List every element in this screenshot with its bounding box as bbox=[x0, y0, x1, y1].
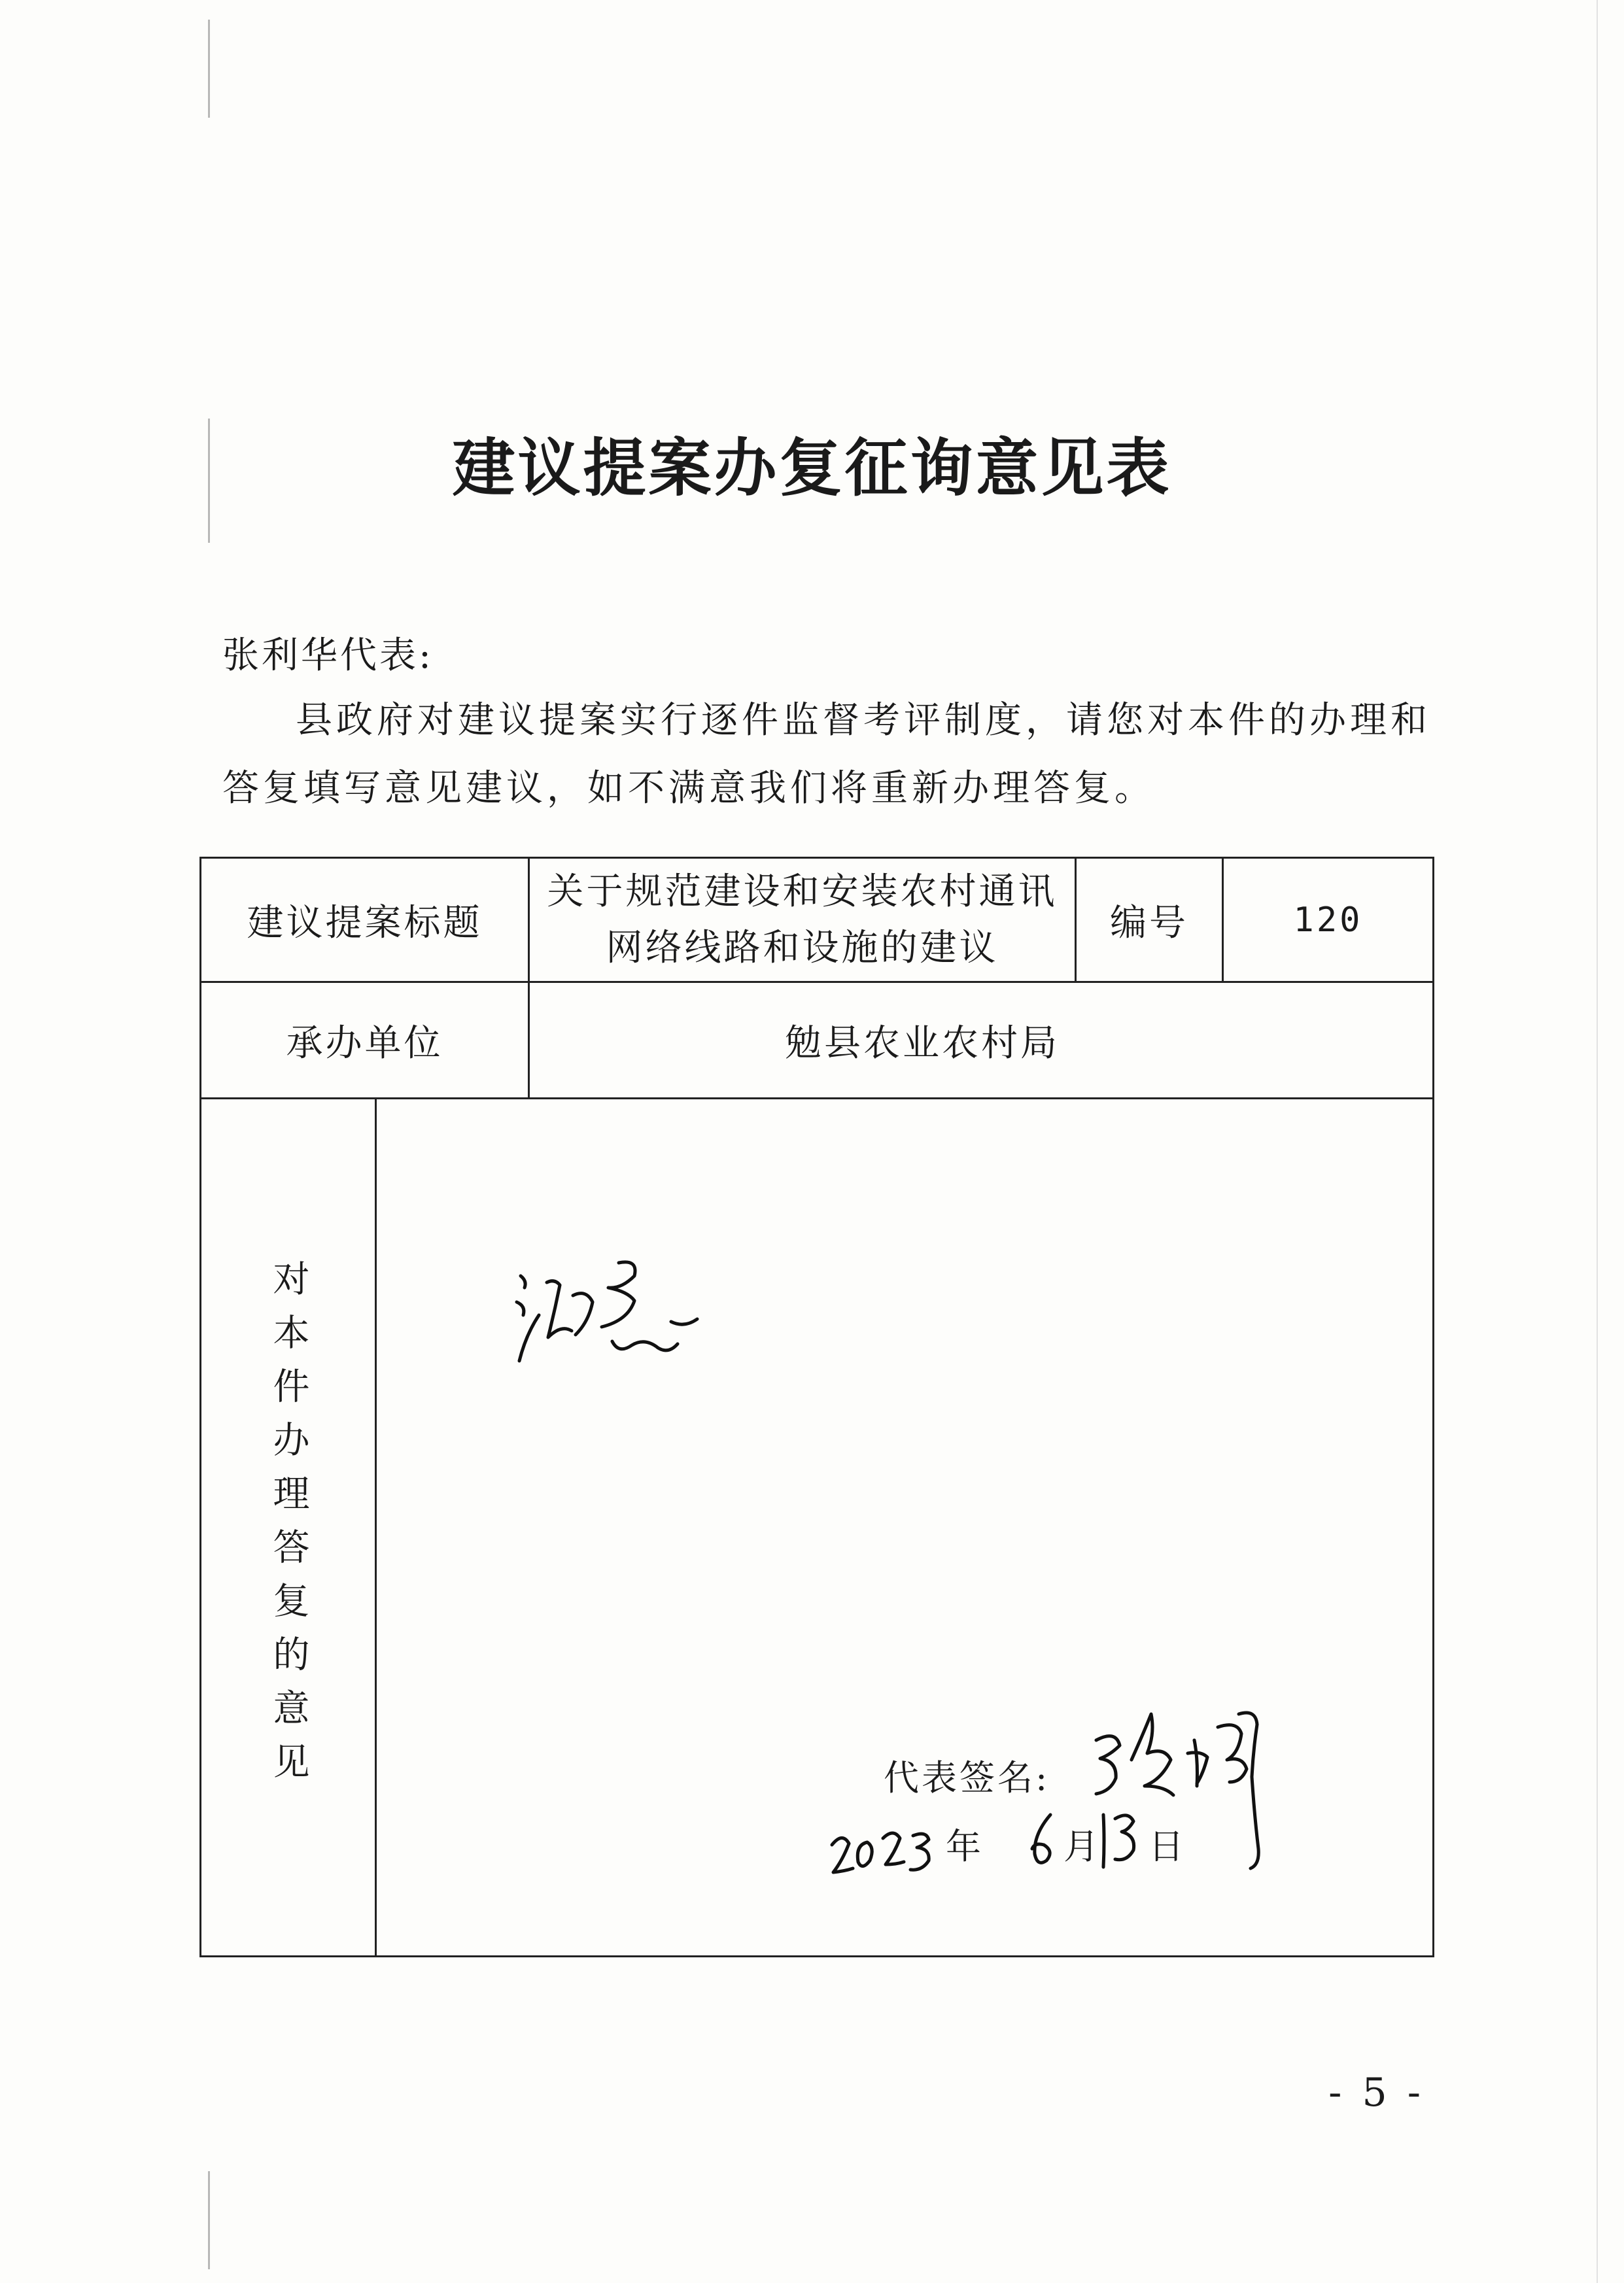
number-value: 120 bbox=[1223, 858, 1434, 982]
scan-edge-right bbox=[1597, 0, 1598, 2283]
opinion-form-table bbox=[199, 857, 1434, 1957]
page-title: 建议提案办复征询意见表 bbox=[452, 431, 1172, 505]
handwritten-day bbox=[1093, 1799, 1145, 1878]
title-value-line1: 关于规范建设和安装农村通讯 bbox=[547, 870, 1058, 913]
scan-edge-mark bbox=[208, 20, 210, 118]
opinion-row bbox=[201, 1099, 1434, 1957]
unit-row bbox=[201, 982, 1434, 1099]
title-label: 建议提案标题 bbox=[201, 858, 529, 982]
opinion-content bbox=[376, 1099, 1434, 1957]
handwritten-opinion bbox=[508, 1256, 717, 1400]
signature-label: 代表签名: bbox=[884, 1757, 1050, 1798]
page-number: - 5 - bbox=[1328, 2070, 1425, 2116]
title-row bbox=[201, 858, 1434, 982]
title-value bbox=[529, 858, 1076, 982]
title-value-line2: 网络线路和设施的建议 bbox=[606, 926, 999, 969]
opinion-label-cell bbox=[201, 1099, 376, 1957]
unit-label: 承办单位 bbox=[201, 982, 529, 1099]
date-month-suffix: 月 bbox=[1063, 1826, 1101, 1867]
intro-paragraph: 县政府对建议提案实行逐件监督考评制度，请您对本件的办理和答复填写意见建议，如不满意我们将重新办理答复。 bbox=[222, 699, 1431, 810]
salutation: 张利华代表: bbox=[222, 634, 434, 677]
unit-value: 勉县农业农村局 bbox=[529, 982, 1434, 1099]
opinion-label: 对本件办理答复的意见 bbox=[267, 1259, 310, 1796]
date-year-suffix: 年 bbox=[946, 1826, 984, 1867]
scan-edge-mark bbox=[208, 2171, 210, 2269]
handwritten-month bbox=[1024, 1806, 1063, 1878]
number-label: 编号 bbox=[1076, 858, 1223, 982]
date-day-suffix: 日 bbox=[1149, 1826, 1186, 1867]
handwritten-year bbox=[828, 1812, 946, 1884]
